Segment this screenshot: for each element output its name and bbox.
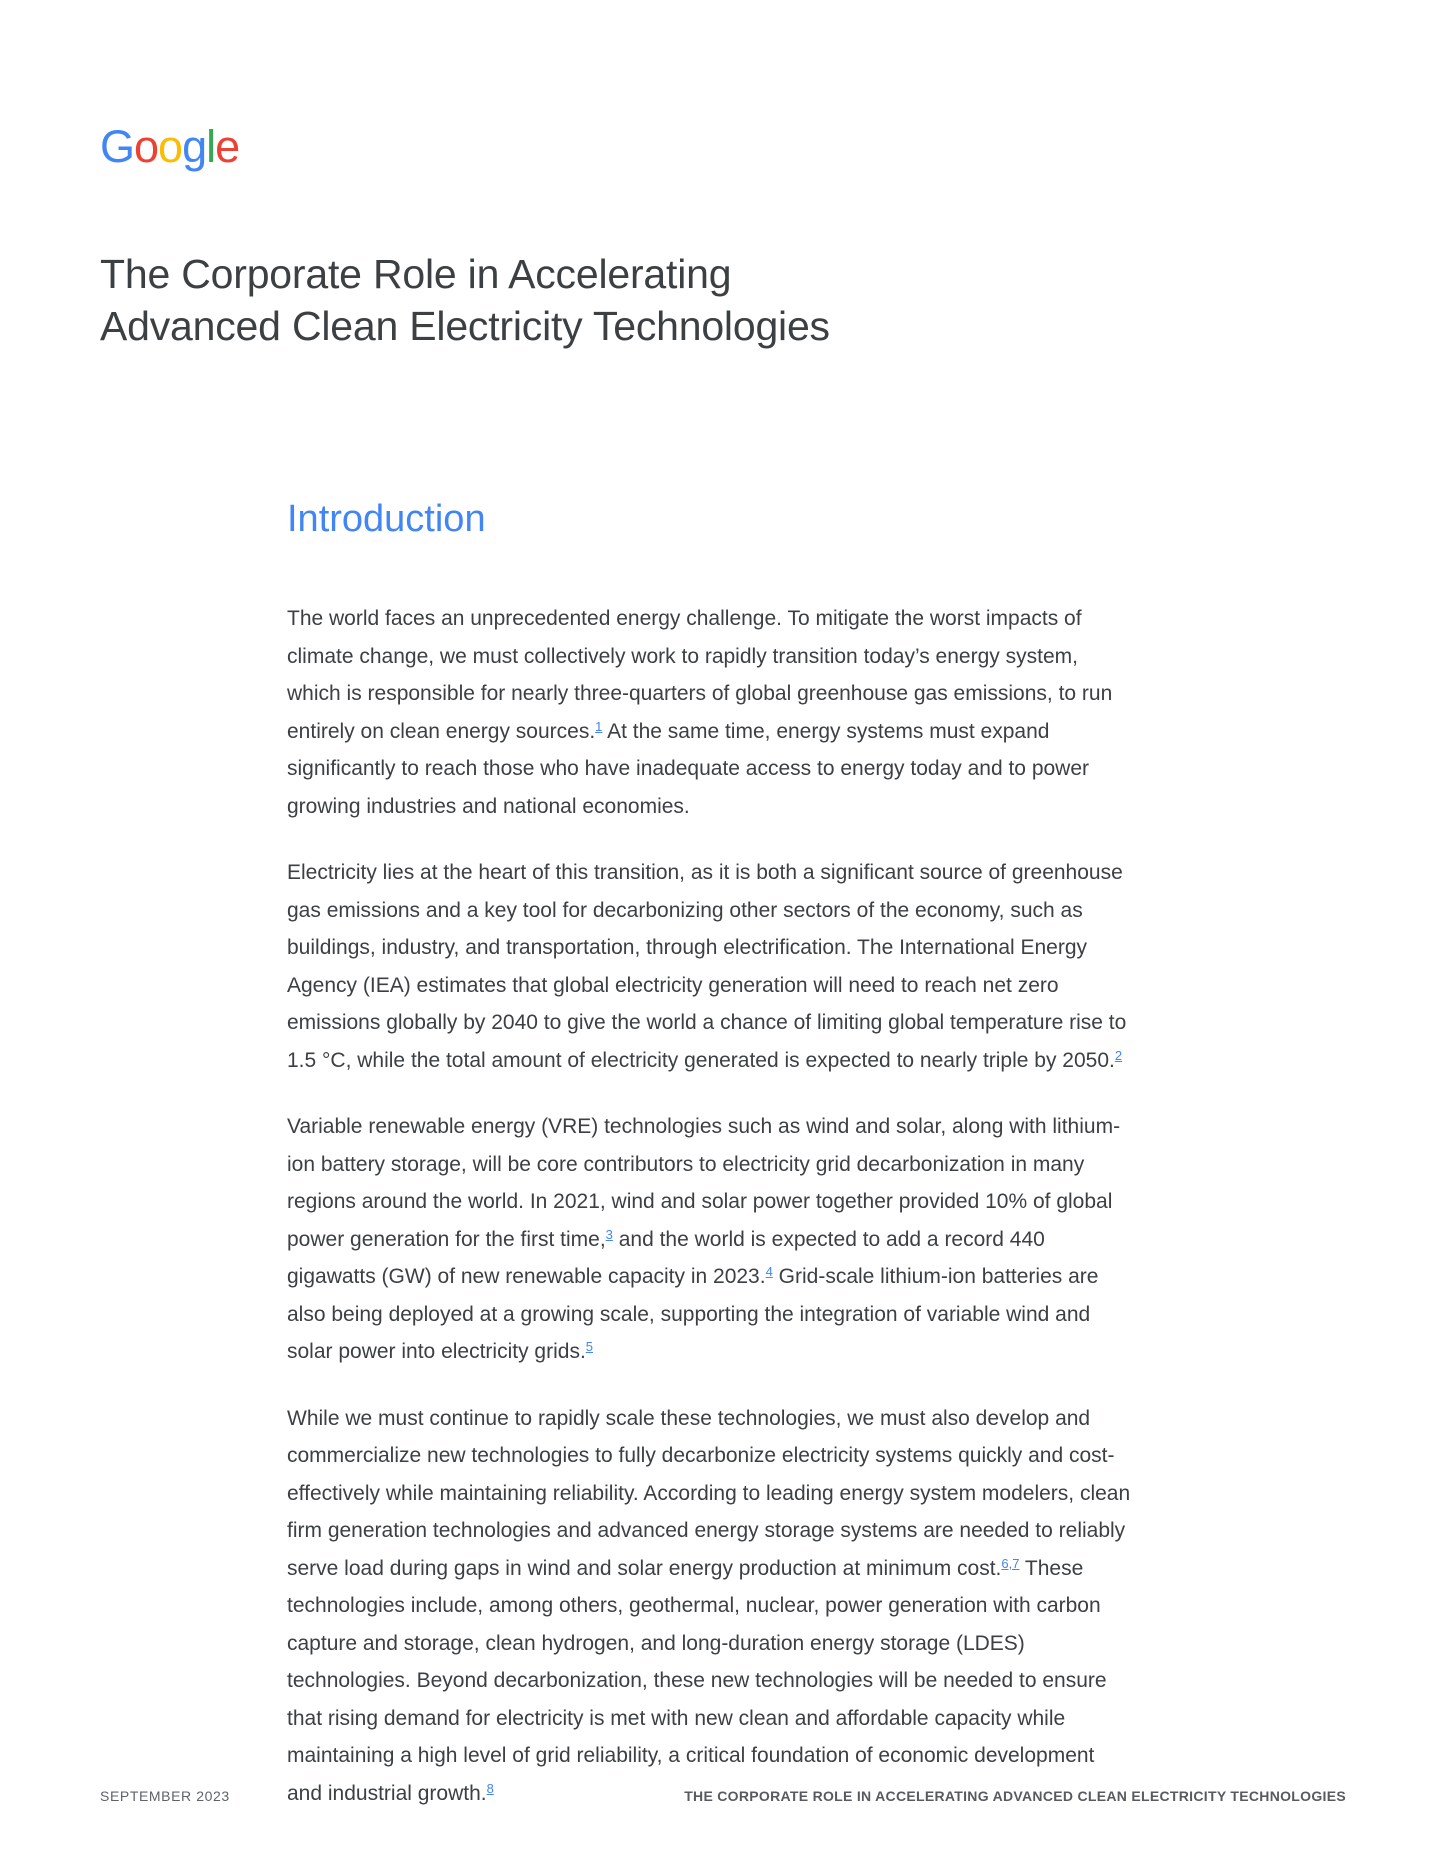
footnote-link-5[interactable]: 5 [585, 1339, 594, 1354]
logo-letter: G [100, 121, 135, 172]
logo-letter: o [134, 121, 159, 172]
footnote-link-4[interactable]: 4 [765, 1264, 773, 1279]
logo-letter: o [158, 121, 183, 172]
title-line-1: The Corporate Role in Accelerating [100, 251, 732, 297]
intro-paragraph-2: Electricity lies at the heart of this transition, as it is both a significant source of greenhouse gas emissions and a key tool for decarbonizing other sectors of the economy, such as buildings, industry, and transportation, through electrification. The International Energy Agency (IEA) estimates that global electricity generation will need to reach net zero emissions globally by 2040 to give the world a chance of limiting global temperature rise to 1.5 °C, while the total amount of electricity generated is expected to nearly triple by 2050.$^2$ [287, 861, 1127, 1072]
section-heading-introduction: Introduction [287, 498, 486, 540]
intro-paragraph-3: Variable renewable energy (VRE) technologies such as wind and solar, along with lithium-ion battery storage, will be core contributors to electricity grid decarbonization in many regions around the world. In 2021, wind and solar power together provided 10% of global power generation for the first time,$^3$ and the world is expected to add a record 440 gigawatts (GW) of new renewable capacity in 2023.$^4$ Grid-scale lithium-ion batteries are also being deployed at a growing scale, supporting the integration of variable wind and solar power into electricity grids.$^5$ [287, 1115, 1121, 1363]
footer-date: SEPTEMBER 2023 [100, 1788, 230, 1804]
page-footer [100, 1788, 1346, 1804]
footnote-link-8[interactable]: 8 [486, 1780, 494, 1796]
logo-letter: l [206, 121, 216, 172]
footnote-link-1[interactable]: 1 [595, 718, 603, 734]
footnote-link-6-7[interactable]: 6,7 [1001, 1555, 1020, 1571]
footnote-link-2[interactable]: 2 [1114, 1047, 1123, 1063]
intro-paragraph-1: The world faces an unprecedented energy challenge. To mitigate the worst impacts of climate change, we must collectively work to rapidly transition today’s energy system, which is responsible for nearly three-quarters of global greenhouse gas emissions, to run entirely on clean energy sources.$^1$ At the same time, energy systems must expand significantly to reach those who have inadequate access to energy today and to power growing industries and national economies. [287, 607, 1113, 818]
footer-document-title: THE CORPORATE ROLE IN ACCELERATING ADVANCED CLEAN ELECTRICITY TECHNOLOGIES [684, 1788, 1346, 1804]
title-line-2: Advanced Clean Electricity Technologies [100, 303, 830, 349]
logo-letter: g [182, 121, 207, 172]
logo-letter: e [215, 121, 240, 172]
main-content [287, 496, 1135, 1841]
google-logo [100, 122, 239, 172]
intro-paragraph-4: While we must continue to rapidly scale these technologies, we must also develop and commercialize new technologies to fully decarbonize electricity systems quickly and cost-effectively while maintaining reliability. According to leading energy system modelers, clean firm generation technologies and advanced energy storage systems are needed to reliably serve load during gaps in wind and solar energy production at minimum cost.$^{6,7}$ These technologies include, among others, geothermal, nuclear, power generation with carbon capture and storage, clean hydrogen, and long-duration energy storage (LDES) technologies. Beyond decarbonization, these new technologies will be needed to ensure that rising demand for electricity is met with new clean and affordable capacity while maintaining a high level of grid reliability, a critical foundation of economic development and industrial growth.$^8$ [287, 1406, 1131, 1805]
footnote-link-3[interactable]: 3 [605, 1226, 613, 1242]
document-title [100, 248, 830, 352]
